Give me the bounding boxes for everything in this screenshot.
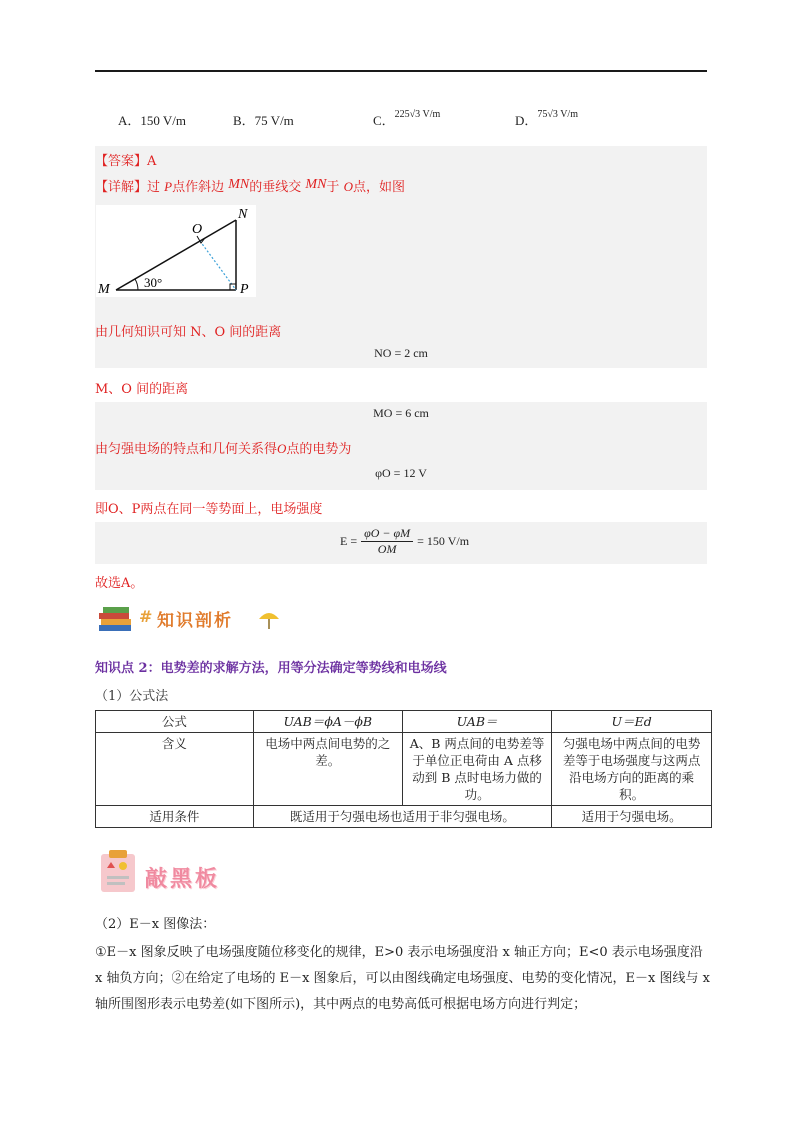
- hash-mark: #: [139, 607, 153, 626]
- option-c: C．$^{225√3 V/m}$: [373, 109, 441, 128]
- table-cell: 既适用于匀强电场也适用于非匀强电场。: [253, 806, 552, 828]
- books-icon: [97, 605, 137, 635]
- label-o: O: [192, 222, 203, 237]
- table-cell: U＝Ed: [552, 711, 712, 733]
- table-cell: 公式: [96, 711, 254, 733]
- table-cell: A、B 两点间的电势差等于单位正电荷由 A 点移动到 B 点时电场力做的功。: [402, 733, 551, 806]
- table-cell: 含义: [96, 733, 254, 806]
- answer-line: 【答案】A: [95, 154, 157, 169]
- option-b: B．75 V/m: [233, 113, 294, 128]
- formula-no: NO = 2 cm: [374, 346, 428, 360]
- formula-mo: MO = 6 cm: [373, 406, 429, 420]
- table-row: [96, 806, 712, 828]
- blackboard-banner: [97, 848, 237, 896]
- table-cell: 电场中两点间电势的之差。: [253, 733, 402, 806]
- table-cell: 适用条件: [96, 806, 254, 828]
- option-d: D．$^{75√3 V/m}$: [515, 109, 578, 128]
- label-p: P: [240, 282, 249, 297]
- option-a: A．150 V/m: [118, 113, 187, 128]
- formula-phi: φO = 12 V: [375, 466, 427, 480]
- label-m: M: [98, 282, 110, 297]
- clipboard-icon: [97, 848, 141, 894]
- step3-text: 由匀强电场的特点和几何关系得O点的电势为: [95, 441, 352, 457]
- label-n: N: [238, 207, 248, 222]
- triangle-figure: [96, 205, 256, 297]
- table-cell: 适用于匀强电场。: [552, 806, 712, 828]
- table-cell: UAB＝ϕA－ϕB: [253, 711, 402, 733]
- banner2-title: 敲黑板: [145, 867, 221, 892]
- conclusion-text: 故选A。: [95, 576, 144, 591]
- table-row: [96, 733, 712, 806]
- top-rule: [95, 70, 707, 72]
- formula-e: E = $\frac{\varphi O - \varphi M}{OM}$ = 150 V/m: [340, 526, 470, 556]
- table-row: [96, 711, 712, 733]
- label-angle: 30°: [144, 275, 163, 290]
- formula-table: [95, 710, 712, 828]
- banner-title: 知识剖析: [157, 611, 233, 631]
- step1-text: 由几何知识可知 N、O 间的距离: [95, 325, 282, 340]
- section-title: 知识点 2：电势差的求解方法，用等分法确定等势线和电场线: [95, 661, 447, 676]
- umbrella-icon: [257, 607, 281, 631]
- table-cell: 匀强电场中两点间的电势差等于电场强度与这两点沿电场方向的距离的乘积。: [552, 733, 712, 806]
- knowledge-banner: [97, 603, 287, 635]
- detail-line: 【详解】过 P点作斜边 MN的垂线交 MN于 O点，如图: [95, 177, 405, 195]
- ex-method-paragraph: ①E－x 图象反映了电场强度随位移变化的规律，E>0 表示电场强度沿 x 轴正方向；E<0 表示电场强度沿 x 轴负方向；②在给定了电场的 E－x 图象后，可以由图线确定电场强度、电势的变化情况，E－x 图线与 x 轴所围图形表示电势差(如下图所示)，其中两点的电势高低可根据电场方向进行判定；: [95, 945, 710, 1012]
- step4-text: 即O、P两点在同一等势面上，电场强度: [95, 502, 323, 517]
- step2-text: M、O 间的距离: [95, 382, 189, 397]
- ex-method-heading: （2）E－x 图像法：: [95, 917, 216, 932]
- table-cell: UAB＝: [402, 711, 551, 733]
- formula-method-heading: （1）公式法: [95, 689, 169, 704]
